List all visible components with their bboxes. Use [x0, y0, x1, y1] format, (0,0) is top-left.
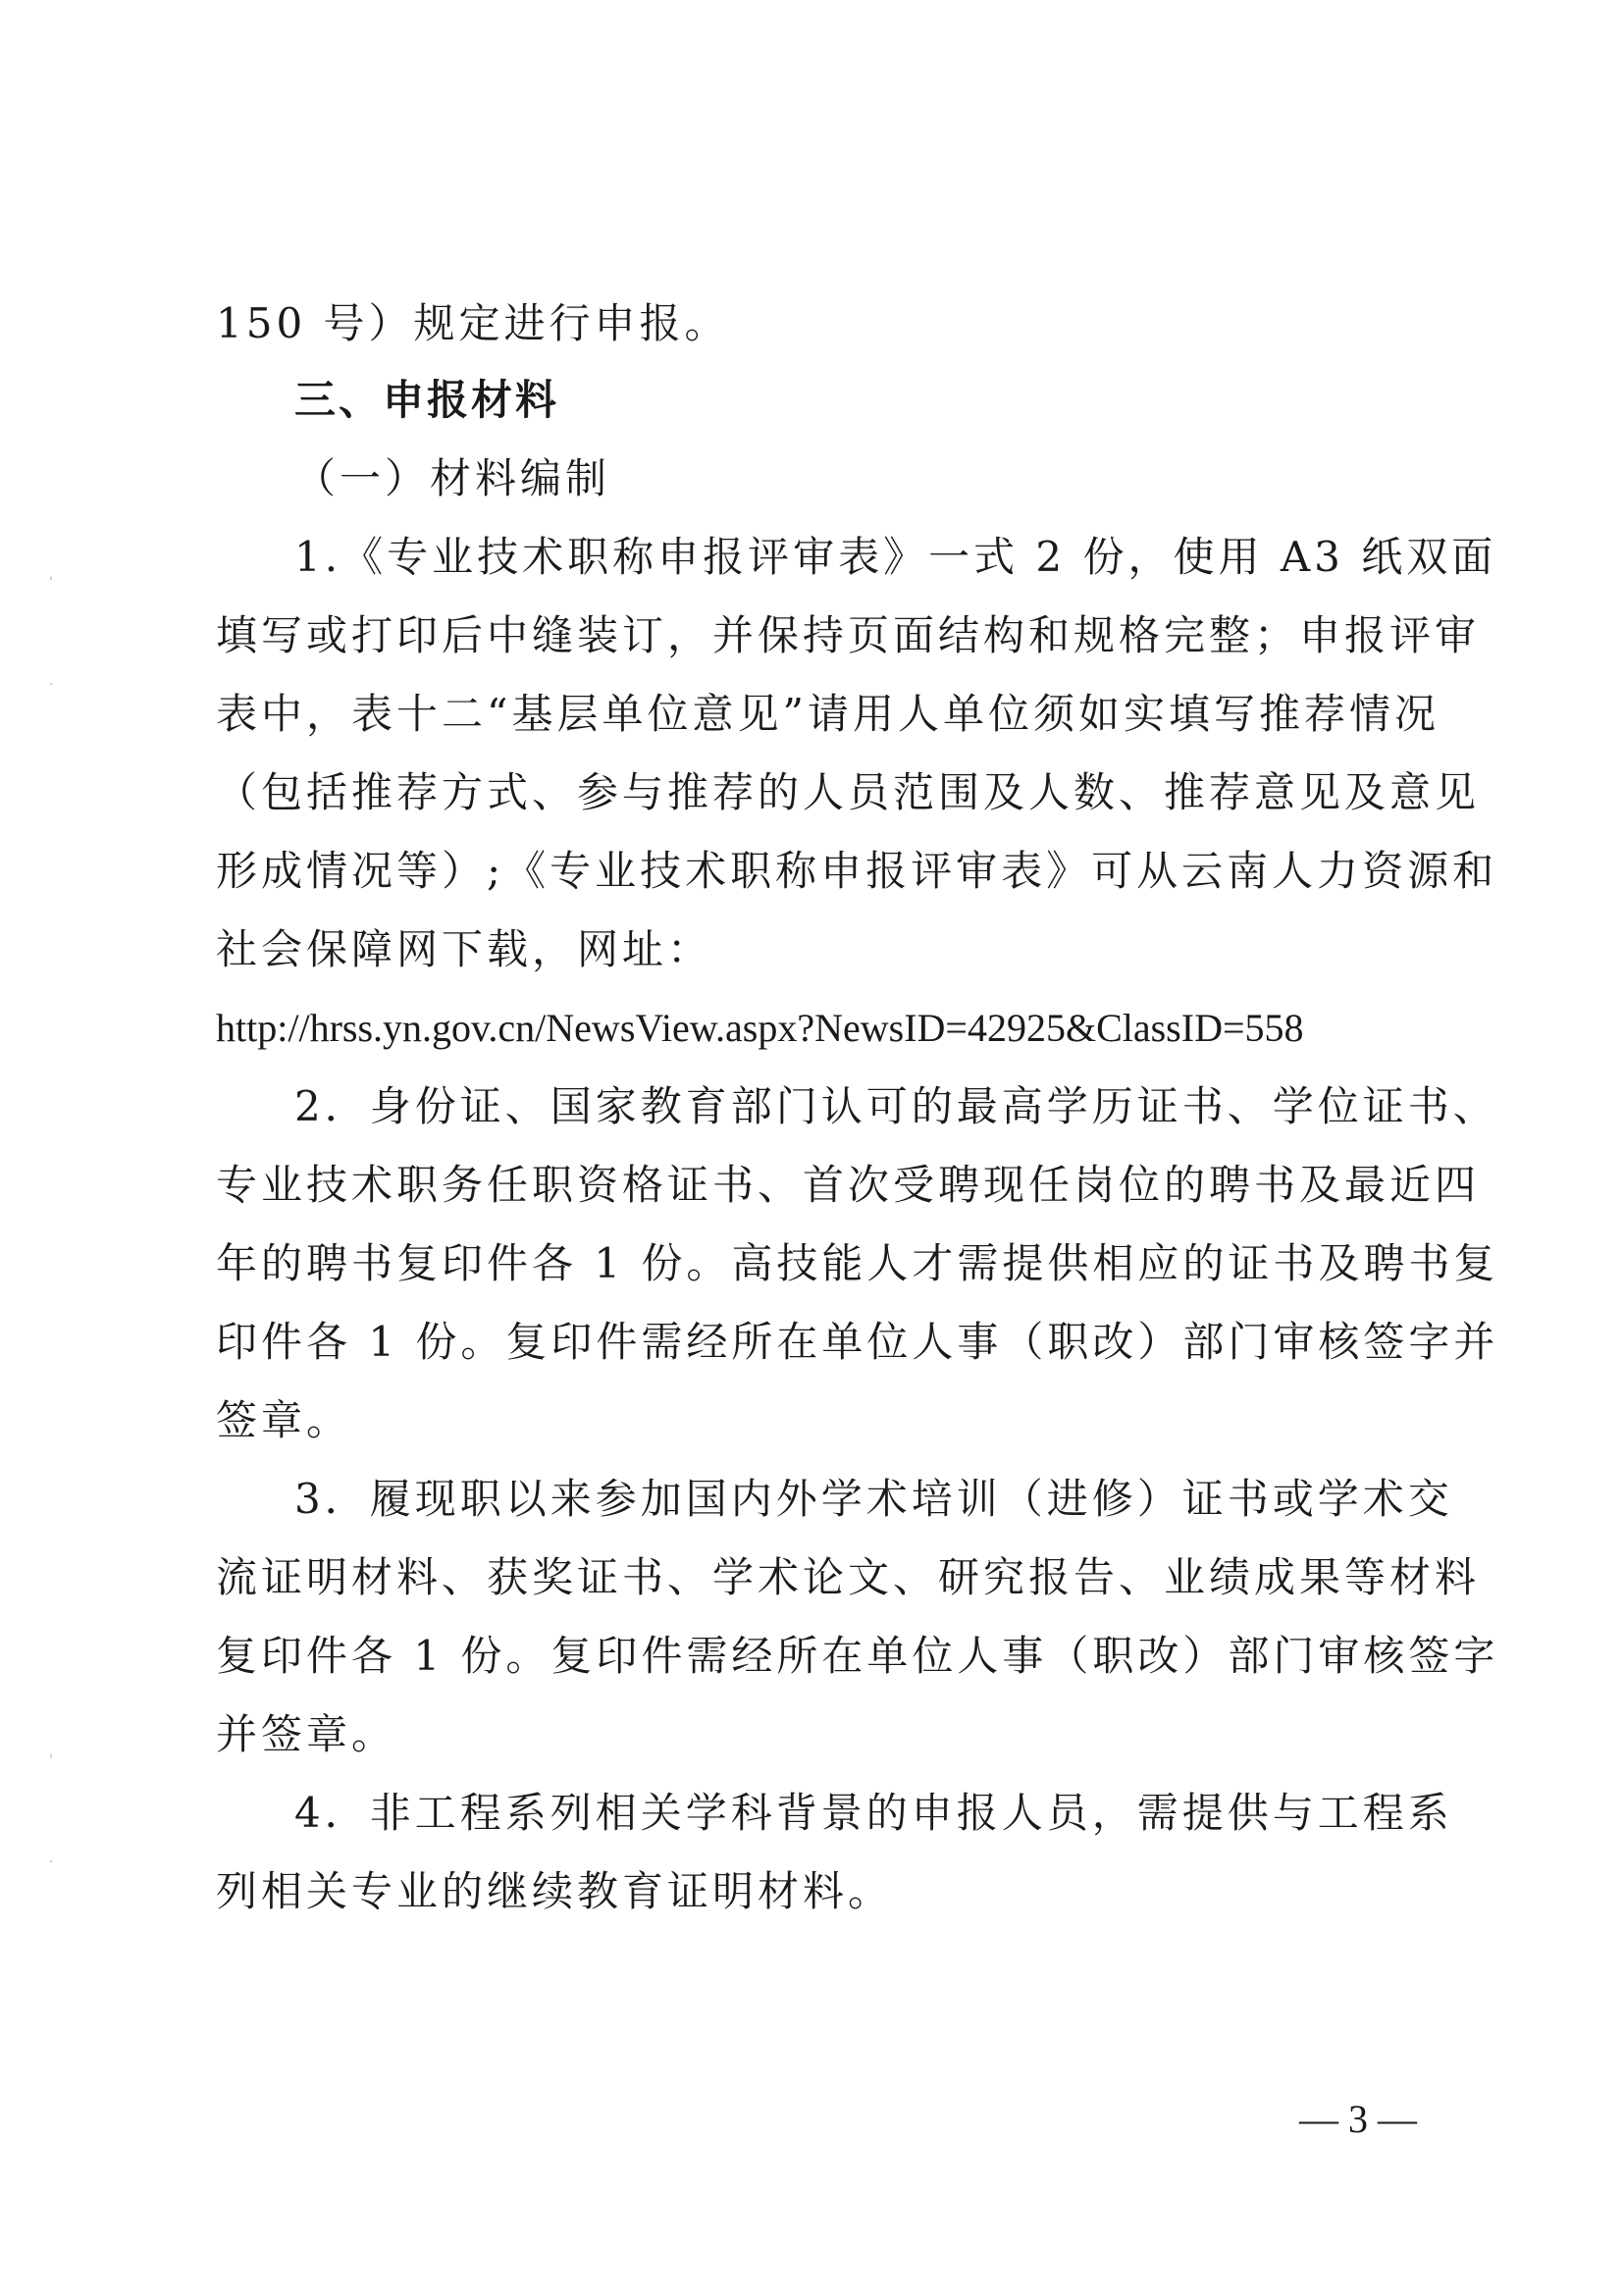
item-4-line: 4．非工程系列相关学科背景的申报人员，需提供与工程系 [294, 1789, 1453, 1837]
item-1-line: 填写或打印后中缝装订，并保持页面结构和规格完整；申报评审 [216, 611, 1481, 659]
item-1-line: （包括推荐方式、参与推荐的人员范围及人数、推荐意见及意见 [216, 768, 1481, 816]
item-1-line: 表中，表十二“基层单位意见”请用人单位须如实填写推荐情况 [216, 690, 1440, 738]
scan-mark: ' [49, 575, 53, 591]
item-3-line: 流证明材料、获奖证书、学术论文、研究报告、业绩成果等材料 [216, 1553, 1481, 1601]
item-4-line: 列相关专业的继续教育证明材料。 [216, 1867, 894, 1915]
item-1-line: 形成情况等）;《专业技术职称申报评审表》可从云南人力资源和 [216, 847, 1498, 895]
scan-mark: ' [49, 1752, 53, 1768]
section-heading: 三、申报材料 [294, 376, 560, 424]
page-number: — 3 — [1299, 2097, 1417, 2141]
item-1-line: 社会保障网下载，网址： [216, 925, 713, 973]
subsection-heading: （一）材料编制 [294, 454, 611, 502]
item-3-line: 3．履现职以来参加国内外学术培训（进修）证书或学术交 [294, 1475, 1453, 1523]
item-2-line: 专业技术职务任职资格证书、首次受聘现任岗位的聘书及最近四 [216, 1161, 1481, 1209]
item-3-line: 并签章。 [216, 1710, 397, 1758]
text-line: 150 号）规定进行申报。 [216, 299, 730, 347]
item-2-line: 签章。 [216, 1396, 352, 1444]
item-1-line: 1.《专业技术职称申报评审表》一式 2 份，使用 A3 纸双面 [294, 533, 1497, 581]
download-url: http://hrss.yn.gov.cn/NewsView.aspx?NewsID=42925&ClassID=558 [216, 1006, 1304, 1050]
item-2-line: 年的聘书复印件各 1 份。高技能人才需提供相应的证书及聘书复 [216, 1239, 1499, 1287]
scan-mark: . [49, 673, 54, 689]
item-3-line: 复印件各 1 份。复印件需经所在单位人事（职改）部门审核签字 [216, 1632, 1499, 1680]
item-2-line: 印件各 1 份。复印件需经所在单位人事（职改）部门审核签字并 [216, 1318, 1499, 1366]
scan-mark: . [49, 1851, 54, 1866]
item-2-line: 2．身份证、国家教育部门认可的最高学历证书、学位证书、 [294, 1082, 1498, 1130]
